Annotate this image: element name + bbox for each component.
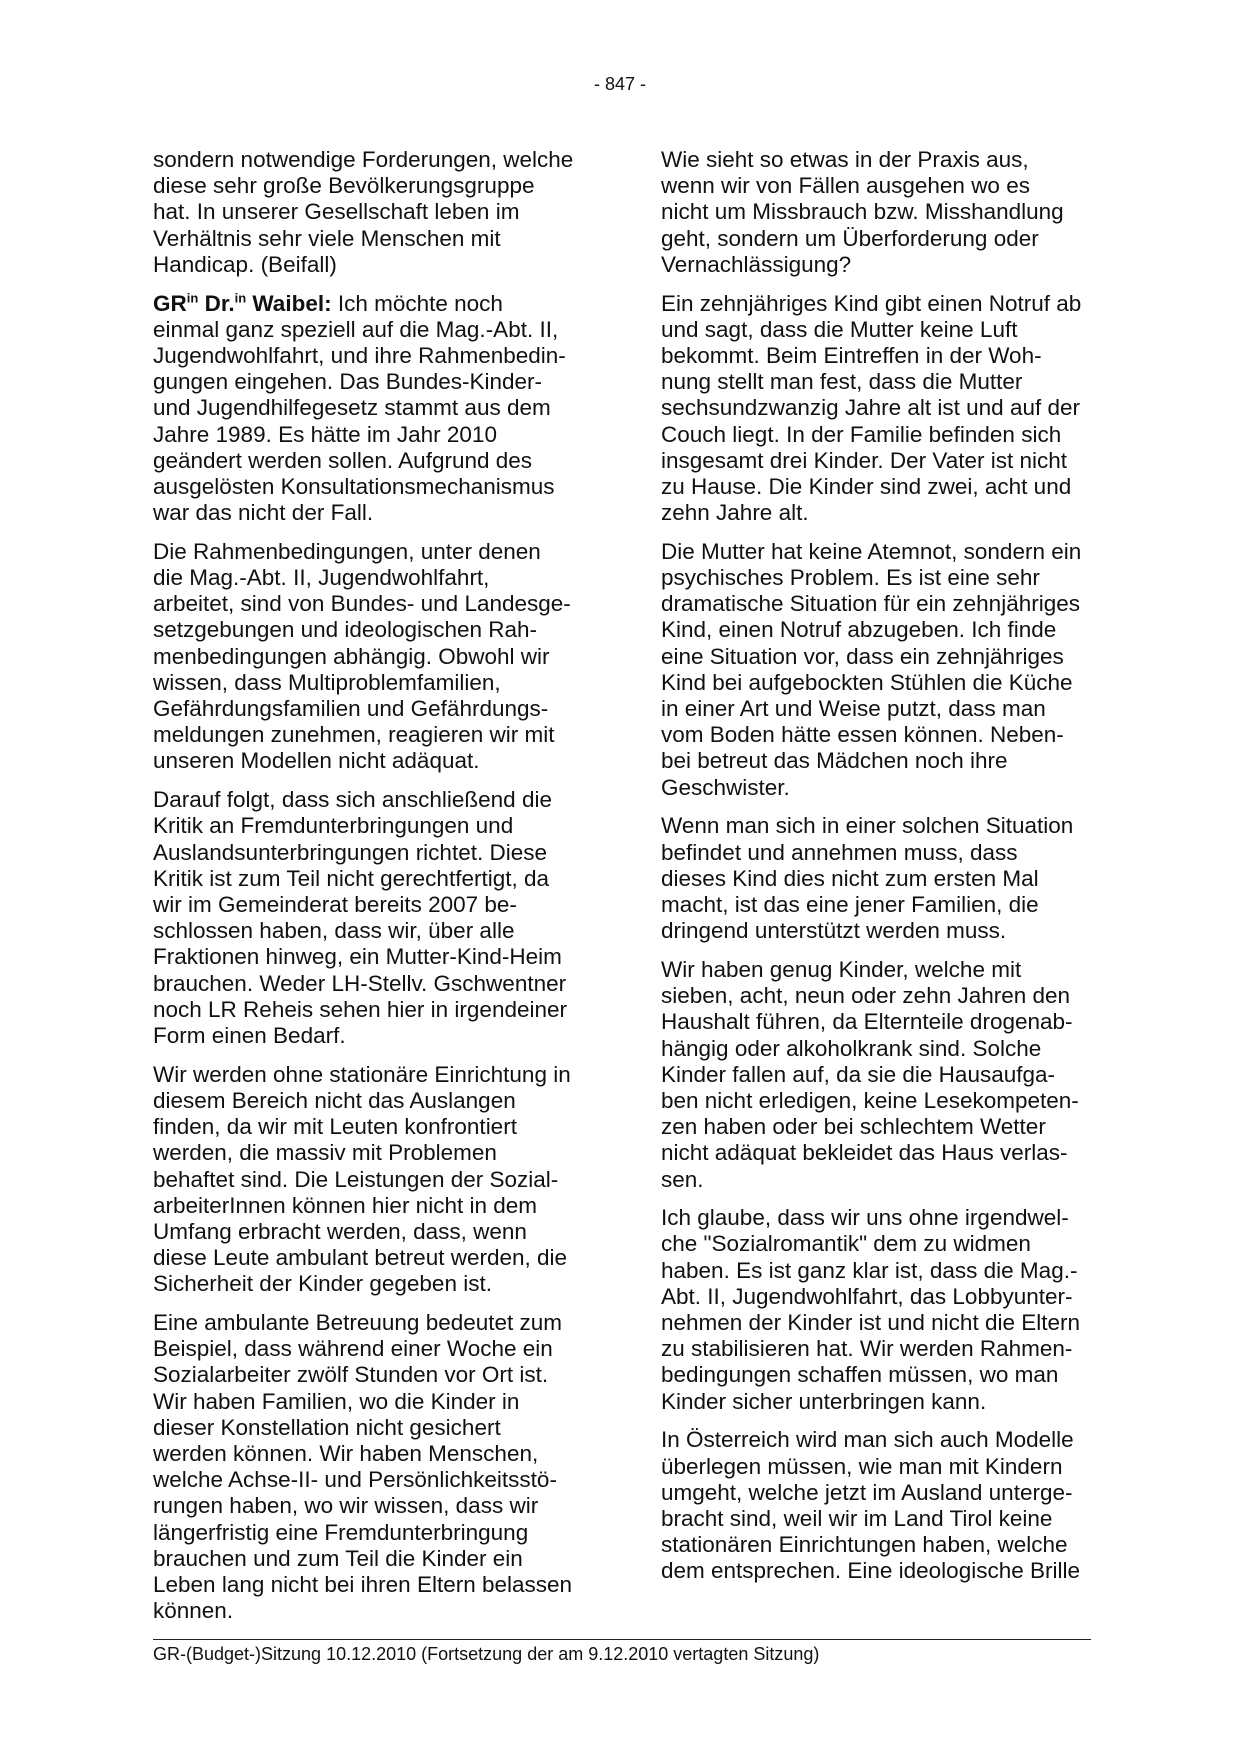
paragraph — [661, 957, 1109, 1193]
paragraph-line: brauchen und zum Teil die Kinder ein — [153, 1545, 523, 1571]
paragraph-line: Auslandsunterbringungen richtet. Diese — [153, 839, 547, 865]
paragraph-line: nung stellt man fest, dass die Mutter — [661, 369, 1023, 395]
page-number: - 847 - — [593, 74, 647, 94]
paragraph-line: Abt. II, Jugendwohlfahrt, das Lobbyunter- — [661, 1283, 1073, 1309]
paragraph-line: Fraktionen hinweg, ein Mutter-Kind-Heim — [153, 944, 562, 970]
paragraph-line: sieben, acht, neun oder zehn Jahren den — [661, 983, 1071, 1009]
paragraph-line: Kind, einen Notruf abzugeben. Ich finde — [661, 617, 1057, 643]
paragraph-line: Umfang erbracht werden, dass, wenn — [153, 1218, 527, 1244]
paragraph-line: psychisches Problem. Es ist eine sehr — [661, 565, 1040, 591]
paragraph-line: Kritik an Fremdunterbringungen und — [153, 813, 514, 839]
paragraph-line: geht, sondern um Überforderung oder — [661, 225, 1039, 251]
paragraph-line: dramatische Situation für ein zehnjähriges — [661, 591, 1080, 617]
paragraph-line: diese sehr große Bevölkerungsgruppe — [153, 173, 535, 199]
paragraph-line: Kritik ist zum Teil nicht gerechtfertigt, da — [153, 865, 549, 891]
paragraph — [153, 1062, 601, 1298]
paragraph-line: werden können. Wir haben Menschen, — [153, 1441, 539, 1467]
paragraph-line: Die Mutter hat keine Atemnot, sondern ein — [661, 538, 1082, 564]
paragraph-line: Couch liegt. In der Familie befinden sich — [661, 421, 1062, 447]
paragraph-line: meldungen zunehmen, reagieren wir mit — [153, 722, 555, 748]
paragraph — [661, 147, 1109, 278]
paragraph-line: sen. — [661, 1166, 704, 1192]
paragraph-line: macht, ist das eine jener Familien, die — [661, 891, 1039, 917]
paragraph-line: Haushalt führen, da Elternteile drogenab- — [661, 1009, 1073, 1035]
paragraph-line: nicht adäquat bekleidet das Haus verlas- — [661, 1140, 1068, 1166]
paragraph-line: Vernachlässigung? — [661, 251, 852, 277]
paragraph-line: Wir werden ohne stationäre Einrichtung in — [153, 1061, 571, 1087]
paragraph-line: wenn wir von Fällen ausgehen wo es — [661, 173, 1030, 199]
paragraph-line: Wir haben Familien, wo die Kinder in — [153, 1388, 520, 1414]
footer-divider — [153, 1639, 1091, 1640]
paragraph-line: Wir haben genug Kinder, welche mit — [661, 956, 1022, 982]
paragraph-line: zen haben oder bei schlechtem Wetter — [661, 1114, 1046, 1140]
paragraph-line: Sozialarbeiter zwölf Stunden vor Ort ist. — [153, 1362, 549, 1388]
paragraph-line: stationären Einrichtungen haben, welche — [661, 1532, 1068, 1558]
paragraph-line: bei betreut das Mädchen noch ihre — [661, 748, 1008, 774]
paragraph-line: dieses Kind dies nicht zum ersten Mal — [661, 865, 1039, 891]
paragraph-line: menbedingungen abhängig. Obwohl wir — [153, 643, 550, 669]
paragraph-line: wissen, dass Multiproblemfamilien, — [153, 669, 501, 695]
paragraph-line: zehn Jahre alt. — [661, 500, 809, 526]
paragraph-line: Wie sieht so etwas in der Praxis aus, — [661, 147, 1029, 172]
paragraph-line: noch LR Reheis sehen hier in irgendeiner — [153, 996, 568, 1022]
paragraph-line: Gefährdungsfamilien und Gefährdungs- — [153, 696, 549, 722]
paragraph-line: umgeht, welche jetzt im Ausland unterge- — [661, 1479, 1073, 1505]
paragraph-line: Leben lang nicht bei ihren Eltern belassen — [153, 1572, 573, 1598]
paragraph — [153, 147, 601, 278]
paragraph-line: zu Hause. Die Kinder sind zwei, acht und — [661, 473, 1072, 499]
paragraph-line: die Mag.-Abt. II, Jugendwohlfahrt, — [153, 565, 490, 591]
paragraph-line: diese Leute ambulant betreut werden, die — [153, 1245, 568, 1271]
left-column — [153, 147, 601, 1637]
paragraph-line: vom Boden hätte essen können. Neben- — [661, 722, 1064, 748]
paragraph-line: welche Achse-II- und Persönlichkeitsstö- — [153, 1467, 557, 1493]
speaker-paragraph — [153, 291, 601, 527]
paragraph-line: Kind bei aufgebockten Stühlen die Küche — [661, 669, 1073, 695]
paragraph-line: insgesamt drei Kinder. Der Vater ist nicht — [661, 447, 1068, 473]
paragraph-line: sechsundzwanzig Jahre alt ist und auf der — [661, 395, 1080, 421]
paragraph-line: Geschwister. — [661, 774, 790, 800]
paragraph — [153, 539, 601, 775]
paragraph-line: war das nicht der Fall. — [153, 500, 374, 526]
paragraph-line: und Jugendhilfegesetz stammt aus dem — [153, 395, 551, 421]
paragraph-line: setzgebungen und ideologischen Rah- — [153, 617, 538, 643]
paragraph-line: zu stabilisieren hat. Wir werden Rahmen- — [661, 1336, 1073, 1362]
paragraph-line: che "Sozialromantik" dem zu widmen — [661, 1231, 1031, 1257]
paragraph-line: Beispiel, dass während einer Woche ein — [153, 1336, 553, 1362]
paragraph-line: hat. In unserer Gesellschaft leben im — [153, 199, 520, 225]
paragraph-line: bedingungen schaffen müssen, wo man — [661, 1362, 1059, 1388]
paragraph-line: ausgelösten Konsultationsmechanismus — [153, 473, 555, 499]
paragraph — [153, 787, 601, 1049]
paragraph — [661, 291, 1109, 527]
paragraph-line: In Österreich wird man sich auch Modelle — [661, 1427, 1074, 1453]
paragraph-line: Verhältnis sehr viele Menschen mit — [153, 225, 501, 251]
paragraph-line: Form einen Bedarf. — [153, 1023, 346, 1048]
paragraph-line: Darauf folgt, dass sich anschließend die — [153, 787, 552, 813]
paragraph-line: dem entsprechen. Eine ideologische Brille — [661, 1558, 1080, 1584]
paragraph-line: diesem Bereich nicht das Auslangen — [153, 1087, 516, 1113]
paragraph-line: Die Rahmenbedingungen, unter denen — [153, 538, 541, 564]
paragraph-line: finden, da wir mit Leuten konfrontiert — [153, 1114, 517, 1140]
footer-session-info: GR-(Budget-)Sitzung 10.12.2010 (Fortsetzung der am 9.12.2010 vertagten Sitzung) — [153, 1644, 820, 1664]
right-column — [661, 147, 1109, 1597]
paragraph-line: Jugendwohlfahrt, und ihre Rahmenbedin- — [153, 342, 566, 368]
paragraph-line: geändert werden sollen. Aufgrund des — [153, 447, 533, 473]
paragraph-line: werden, die massiv mit Problemen — [153, 1140, 497, 1166]
paragraph-line: einmal ganz speziell auf die Mag.-Abt. II, — [153, 316, 559, 342]
paragraph-line: bracht sind, weil wir im Land Tirol keine — [661, 1505, 1053, 1531]
paragraph-line: hängig oder alkoholkrank sind. Solche — [661, 1035, 1042, 1061]
paragraph — [661, 1427, 1109, 1584]
paragraph-line: längerfristig eine Fremdunterbringung — [153, 1519, 529, 1545]
paragraph-line: unseren Modellen nicht adäquat. — [153, 748, 480, 774]
paragraph-line: Kinder fallen auf, da sie die Hausaufga- — [661, 1061, 1056, 1087]
paragraph-line: nehmen der Kinder ist und nicht die Eltern — [661, 1310, 1080, 1336]
paragraph-line: Kinder sicher unterbringen kann. — [661, 1388, 987, 1414]
paragraph — [661, 813, 1109, 944]
paragraph-line: $GR^{in}$ Dr.$^{in}$ Waibel: Ich möchte noch — [153, 290, 503, 316]
paragraph-line: bekommt. Beim Eintreffen in der Woh- — [661, 342, 1042, 368]
paragraph — [661, 1205, 1109, 1415]
paragraph-line: haben. Es ist ganz klar ist, dass die Mag.- — [661, 1257, 1078, 1283]
paragraph-line: eine Situation vor, dass ein zehnjähriges — [661, 643, 1064, 669]
paragraph — [661, 539, 1109, 801]
paragraph-line: behaftet sind. Die Leistungen der Sozial- — [153, 1166, 559, 1192]
paragraph-line: Wenn man sich in einer solchen Situation — [661, 813, 1074, 839]
paragraph-line: nicht um Missbrauch bzw. Misshandlung — [661, 199, 1064, 225]
speaker-name: $GR^{in}$ Dr.$^{in}$ Waibel: — [153, 290, 332, 316]
paragraph-line: dringend unterstützt werden muss. — [661, 918, 1007, 944]
paragraph — [153, 1310, 601, 1624]
paragraph-line: brauchen. Weder LH-Stellv. Gschwentner — [153, 970, 567, 996]
paragraph-line: sondern notwendige Forderungen, welche — [153, 147, 574, 172]
paragraph-line: Ein zehnjähriges Kind gibt einen Notruf ab — [661, 290, 1082, 316]
paragraph-line: Ich glaube, dass wir uns ohne irgendwel- — [661, 1205, 1069, 1231]
paragraph-line: Handicap. (Beifall) — [153, 251, 337, 277]
paragraph-line: rungen haben, wo wir wissen, dass wir — [153, 1493, 539, 1519]
paragraph-line: schlossen haben, dass wir, über alle — [153, 918, 515, 944]
paragraph-line: gungen eingehen. Das Bundes-Kinder- — [153, 369, 543, 395]
paragraph-line: befindet und annehmen muss, dass — [661, 839, 1018, 865]
paragraph-line: Jahre 1989. Es hätte im Jahr 2010 — [153, 421, 497, 447]
paragraph-line: wir im Gemeinderat bereits 2007 be- — [153, 891, 517, 917]
paragraph-line: ben nicht erledigen, keine Lesekompeten- — [661, 1087, 1079, 1113]
paragraph-line: Sicherheit der Kinder gegeben ist. — [153, 1271, 492, 1297]
paragraph-line: in einer Art und Weise putzt, dass man — [661, 696, 1046, 722]
paragraph-line: und sagt, dass die Mutter keine Luft — [661, 316, 1018, 342]
paragraph-line: überlegen müssen, wie man mit Kindern — [661, 1453, 1063, 1479]
paragraph-line: Eine ambulante Betreuung bedeutet zum — [153, 1310, 563, 1336]
paragraph-line: dieser Konstellation nicht gesichert — [153, 1414, 501, 1440]
paragraph-line: arbeiterInnen können hier nicht in dem — [153, 1192, 537, 1218]
paragraph-line: arbeitet, sind von Bundes- und Landesge- — [153, 591, 571, 617]
paragraph-line: können. — [153, 1598, 234, 1624]
